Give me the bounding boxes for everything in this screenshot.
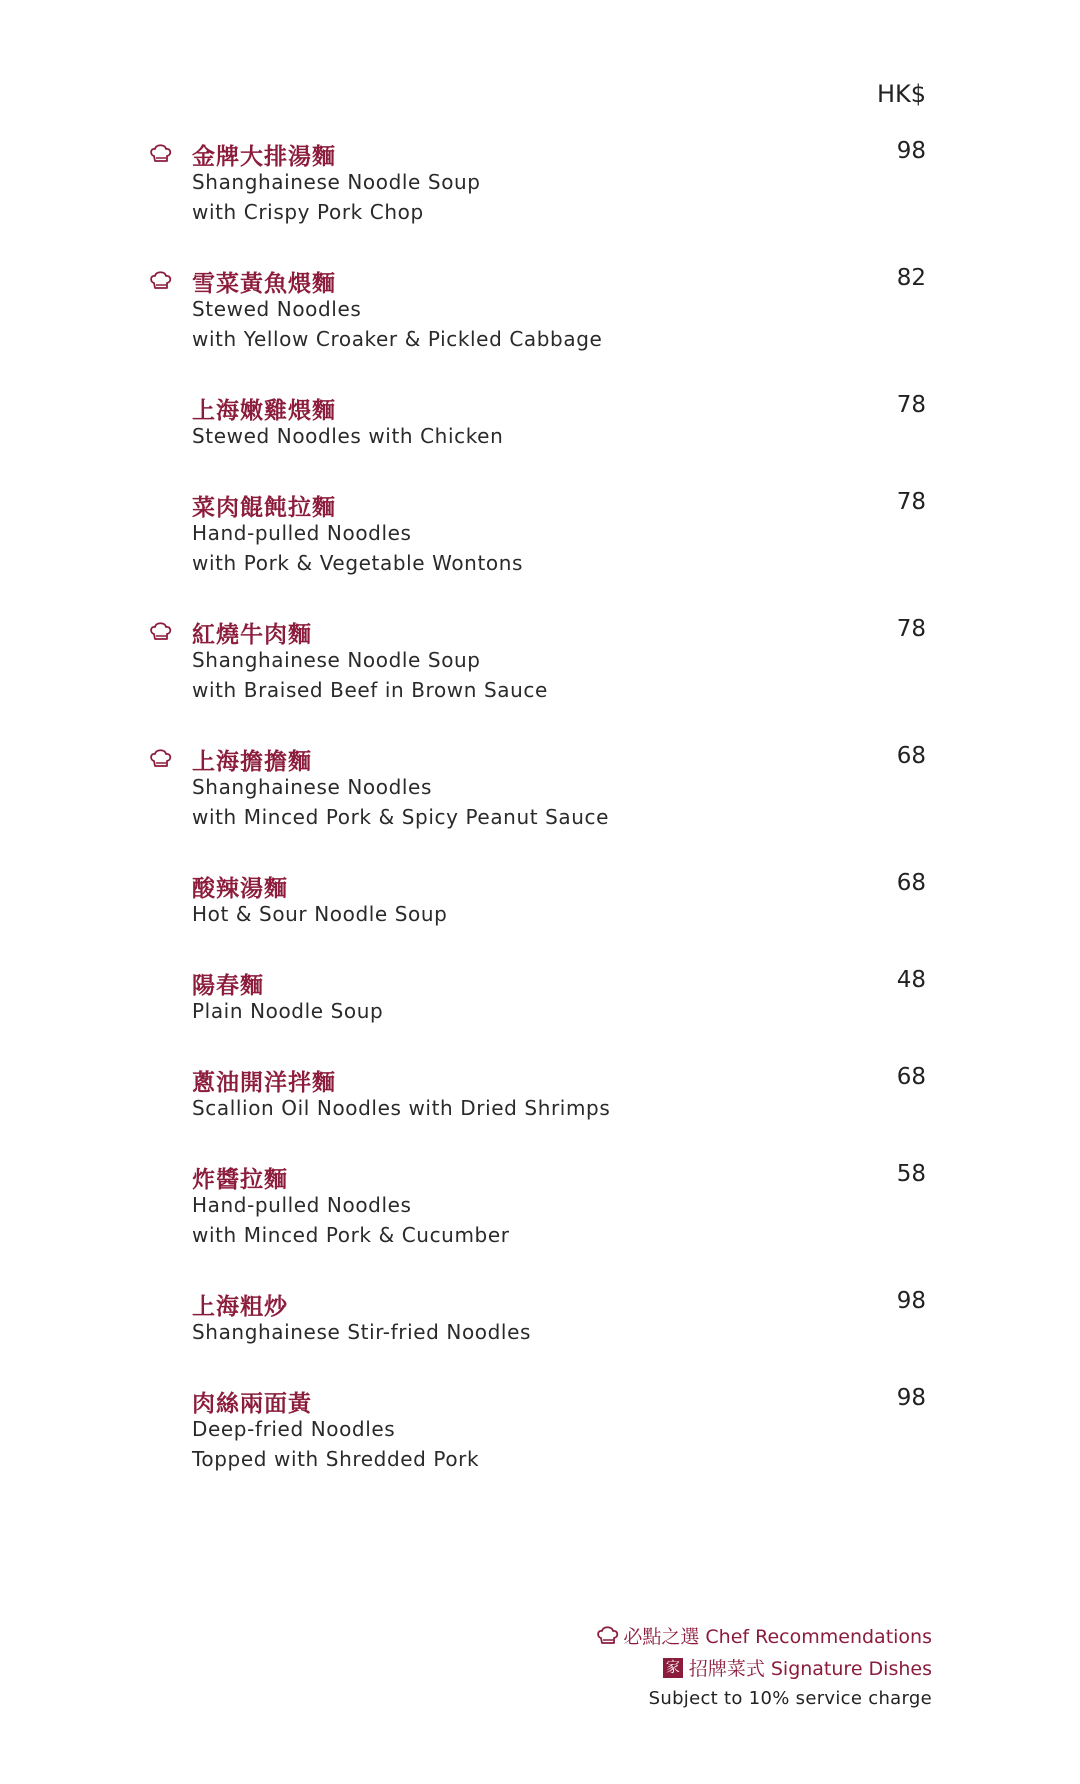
- dish-name-en-line2: Topped with Shredded Pork: [192, 1447, 480, 1471]
- chef-hat-icon: [148, 746, 174, 772]
- dish-name-cn: 炸醬拉麵: [192, 1167, 288, 1193]
- dish-name-cn: 上海粗炒: [192, 1294, 288, 1320]
- legend-chef-label: 必點之選 Chef Recommendations: [623, 1626, 932, 1648]
- dish-name-en-line2: with Minced Pork & Spicy Peanut Sauce: [192, 805, 610, 829]
- dish-price: 82: [896, 265, 926, 291]
- dish-name-cn: 陽春麵: [192, 973, 264, 999]
- dish-price: 68: [896, 870, 926, 896]
- service-charge-note: Subject to 10% service charge: [648, 1688, 932, 1709]
- dish-price: 98: [896, 1288, 926, 1314]
- menu-item: [0, 743, 1080, 870]
- menu-item: [0, 967, 1080, 1064]
- dish-name-en: Hand-pulled Noodles: [192, 521, 412, 545]
- dish-name-cn: 酸辣湯麵: [192, 876, 288, 902]
- dish-price: 48: [896, 967, 926, 993]
- dish-price: 98: [896, 138, 926, 164]
- menu-item: [0, 392, 1080, 489]
- dish-price: 68: [896, 1064, 926, 1090]
- menu-item: [0, 1288, 1080, 1385]
- signature-mark-icon: 家: [663, 1658, 683, 1678]
- dish-name-en: Shanghainese Noodle Soup: [192, 648, 481, 672]
- dish-name-en: Hot & Sour Noodle Soup: [192, 902, 448, 926]
- dish-name-cn: 蔥油開洋拌麵: [192, 1070, 336, 1096]
- dish-price: 78: [896, 392, 926, 418]
- legend-signature-dishes: [663, 1654, 932, 1681]
- dish-name-en: Shanghainese Stir-fried Noodles: [192, 1320, 531, 1344]
- menu-item: [0, 489, 1080, 616]
- legend-chef-recommendations: [595, 1622, 932, 1649]
- dish-name-en: Plain Noodle Soup: [192, 999, 384, 1023]
- menu-item: [0, 138, 1080, 265]
- menu-item: [0, 616, 1080, 743]
- chef-hat-icon: [148, 141, 174, 167]
- dish-name-cn: 金牌大排湯麵: [192, 144, 336, 170]
- dish-name-en-line2: with Pork & Vegetable Wontons: [192, 551, 524, 575]
- chef-hat-icon: [148, 268, 174, 294]
- chef-hat-icon: [148, 619, 174, 645]
- dish-name-en: Stewed Noodles with Chicken: [192, 424, 504, 448]
- menu-list: [0, 138, 1080, 1512]
- dish-name-cn: 菜肉餛飩拉麵: [192, 495, 336, 521]
- dish-name-en: Scallion Oil Noodles with Dried Shrimps: [192, 1096, 611, 1120]
- dish-name-cn: 肉絲兩面黃: [192, 1391, 312, 1417]
- menu-item: [0, 1161, 1080, 1288]
- dish-name-en: Shanghainese Noodle Soup: [192, 170, 481, 194]
- menu-item: [0, 1385, 1080, 1512]
- dish-name-cn: 雪菜黃魚煨麵: [192, 271, 336, 297]
- menu-item: [0, 265, 1080, 392]
- menu-item: [0, 870, 1080, 967]
- dish-price: 68: [896, 743, 926, 769]
- legend-signature-label: 招牌菜式 Signature Dishes: [688, 1658, 932, 1680]
- dish-name-cn: 紅燒牛肉麵: [192, 622, 312, 648]
- menu-item: [0, 1064, 1080, 1161]
- dish-name-en-line2: with Crispy Pork Chop: [192, 200, 424, 224]
- dish-name-en: Hand-pulled Noodles: [192, 1193, 412, 1217]
- chef-hat-icon: [595, 1623, 621, 1649]
- dish-name-en: Shanghainese Noodles: [192, 775, 432, 799]
- dish-name-en-line2: with Yellow Croaker & Pickled Cabbage: [192, 327, 603, 351]
- dish-name-en-line2: with Minced Pork & Cucumber: [192, 1223, 510, 1247]
- currency-label: HK$: [876, 80, 926, 108]
- dish-name-en-line2: with Braised Beef in Brown Sauce: [192, 678, 548, 702]
- dish-price: 58: [896, 1161, 926, 1187]
- dish-price: 98: [896, 1385, 926, 1411]
- dish-name-en: Deep-fried Noodles: [192, 1417, 396, 1441]
- dish-name-en: Stewed Noodles: [192, 297, 362, 321]
- dish-name-cn: 上海擔擔麵: [192, 749, 312, 775]
- dish-price: 78: [896, 616, 926, 642]
- dish-name-cn: 上海嫩雞煨麵: [192, 398, 336, 424]
- dish-price: 78: [896, 489, 926, 515]
